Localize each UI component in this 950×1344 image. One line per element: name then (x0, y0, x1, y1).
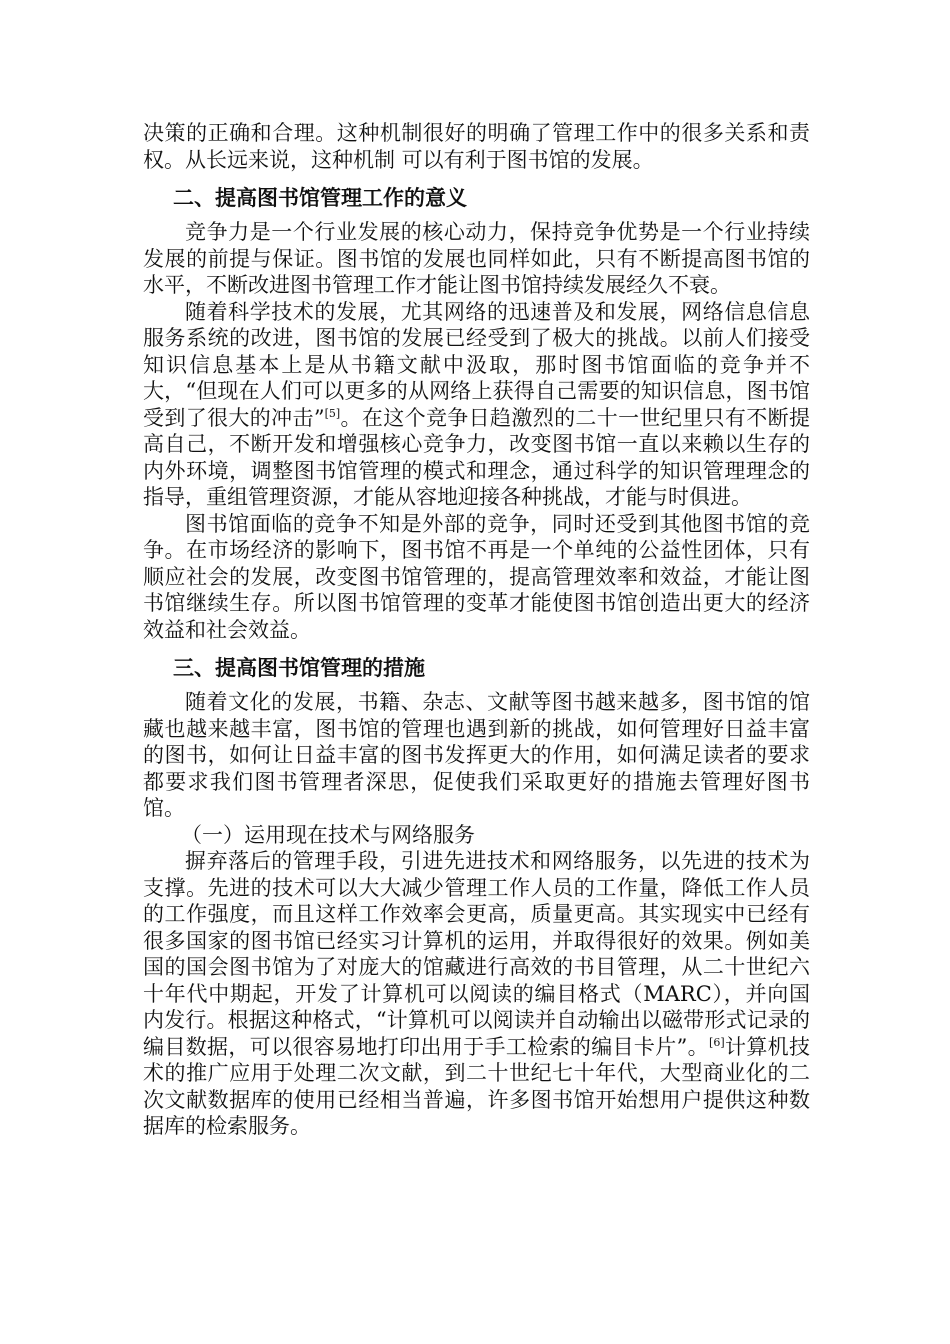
section-heading-2: 二、提高图书馆管理工作的意义 (173, 186, 467, 210)
citation-ref-6: [6] (709, 1035, 725, 1049)
paragraph-text: 。在这个竞争日趋激烈的二十一世纪里只有不断提高自己，不断开发和增强核心竞争力，改变图书馆一直以来赖以生存的内外环境，调整图书馆管理的模式和理念，通过科学的知识管理理念的指导，重组管理资源，才能从容地迎接各种挑战，才能与时俱进。 (143, 405, 810, 509)
paragraph-external-competition: 图书馆面临的竞争不知是外部的竞争，同时还受到其他图书馆的竞争。在市场经济的影响下，图书馆不再是一个单纯的公益性团体，只有顺应社会的发展，改变图书馆管理的，提高管理效率和效益，才能让图书馆继续生存。所以图书馆管理的变革才能使图书馆创造出更大的经济效益和社会效益。 (143, 511, 810, 642)
subsection-heading-1: （一）运用现在技术与网络服务 (181, 822, 475, 847)
document-page (143, 120, 810, 1140)
paragraph-text: 计算机技术的推广应用于处理二次文献，到二十世纪七十年代，大型商业化的二次文献数据库的使用已经相当普遍，许多图书馆开始想用户提供这种数据库的检索服务。 (143, 1034, 811, 1138)
paragraph-continuation: 决策的正确和合理。这种机制很好的明确了管理工作中的很多关系和责权。从长远来说，这种机制 可以有利于图书馆的发展。 (143, 121, 810, 172)
paragraph-collection-growth: 随着文化的发展，书籍、杂志、文献等图书越来越多，图书馆的馆藏也越来越丰富，图书馆的管理也遇到新的挑战，如何管理好日益丰富的图书，如何让日益丰富的图书发挥更大的作用，如何满足读者的要求都要求我们图书管理者深思，促使我们采取更好的措施去管理好图书馆。 (143, 690, 810, 820)
paragraph-competitiveness: 竞争力是一个行业发展的核心动力，保持竞争优势是一个行业持续发展的前提与保证。图书馆的发展也同样如此，只有不断提高图书馆的水平，不断改进图书管理工作才能让图书馆持续发展经久不衰。 (143, 220, 810, 297)
paragraph-text: 随着科学技术的发展，尤其网络的迅速普及和发展，网络信息信息服务系统的改进，图书馆的发展已经受到了极大的挑战。以前人们接受知识信息基本上是从书籍文献中汲取，那时图书馆面临的竞争并不大，“但现在人们可以更多的从网络上获得自己需要的知识信息，图书馆受到了很大的冲击” (143, 299, 810, 430)
section-heading-3: 三、提高图书馆管理的措施 (173, 656, 425, 680)
citation-ref-5: [5] (324, 406, 341, 420)
paragraph-network-challenge (143, 299, 810, 511)
paragraph-technology (143, 848, 810, 1140)
paragraph-text: 摒弃落后的管理手段，引进先进技术和网络服务，以先进的技术为支撑。先进的技术可以大大减少管理工作人员的工作量，降低工作人员的工作强度，而且这样工作效率会更高，质量更高。其实现实中已经有很多国家的图书馆已经实习计算机的运用，并取得很好的效果。例如美国的国会图书馆为了对庞大的馆藏进行高效的书目管理，从二十世纪六十年代中期起，开发了计算机可以阅读的编目格式（MARC），并向国内发行。根据这种格式，“计算机可以阅读并自动输出以磁带形式记录的编目数据，可以很容易地打印出用于手工检索的编目卡片”。 (143, 849, 810, 1059)
